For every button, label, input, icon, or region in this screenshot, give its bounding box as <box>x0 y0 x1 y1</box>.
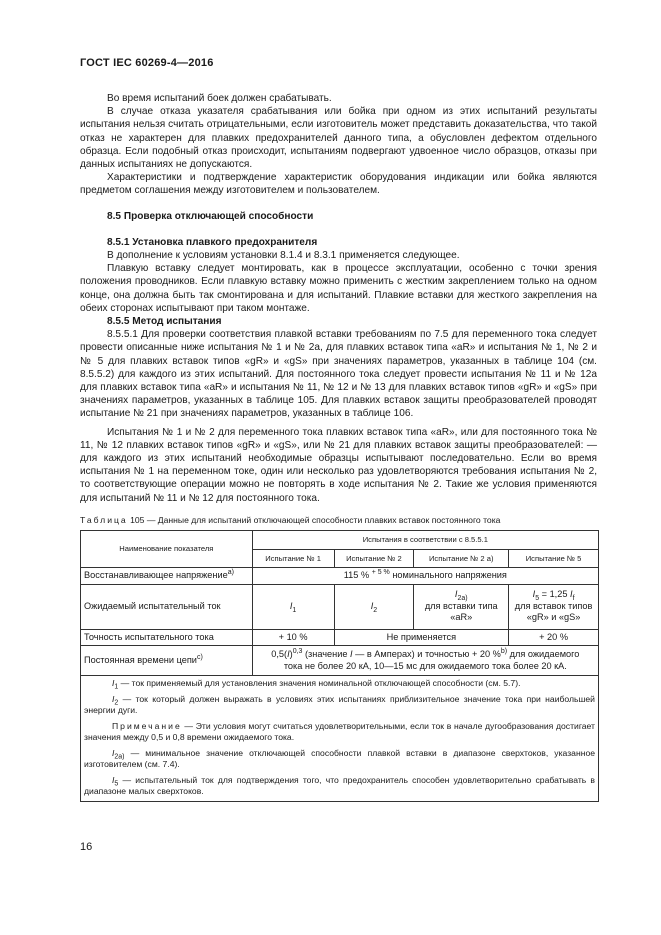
paragraph: Испытания № 1 и № 2 для переменного тока плавких вставок типа «aR», или для постоянного тока № 11, № 12 плавких вставок типов «gR» и «gS», или № 21 для плавких вставок защиты преобразователей: — для каждого из этих испытаний необходимые образцы испытывают последовательно. Если во время испытания № 1 на переменном токе, один или несколько раз удовлетворяются требования испытания № 2, то соответствующие операции можно не повторять в ходе испытания № 2. Такие же условия применяются для испытаний № 11 и № 12 для постоянного тока. <box>80 426 597 504</box>
paragraph: В дополнение к условиям установки 8.1.4 и 8.3.1 применяется следующее. <box>107 250 460 262</box>
header-parameter-name: Наименование показателя <box>81 531 253 568</box>
current-test-2: $I_2$ <box>334 584 414 629</box>
current-test-5: $I_5 = 1,25$ $I_f$ для вставок типов «gR» и «gS» <box>509 584 599 629</box>
table-notes-row <box>81 676 599 802</box>
accuracy-not-applicable: Не применяется <box>334 629 509 646</box>
current-test-1: $I_1$ <box>252 584 334 629</box>
note-i1: $I_1$ — ток применяемый для установления значения номинальной отключающей способности (см. 5.7). <box>112 678 521 691</box>
accuracy-test-5: + 20 % <box>509 629 599 646</box>
row-label-voltage: Восстанавливающее напряжение$^{a)}$ <box>81 568 253 585</box>
row-label-time-constant: Постоянная времени цепи$^{c)}$ <box>81 646 253 676</box>
test-data-table <box>80 530 599 802</box>
table-row <box>81 584 599 629</box>
table-row <box>81 646 599 676</box>
body-text <box>80 92 597 505</box>
header-tests-group: Испытания в соответствии с 8.5.5.1 <box>252 531 598 550</box>
header-test-2a: Испытание № 2 а) <box>414 549 509 568</box>
table-header-row <box>81 531 599 550</box>
table-caption-word: Таблица <box>80 515 128 525</box>
paragraph: В случае отказа указателя срабатывания или бойка при одном из этих испытаний результаты испытания нельзя считать отрицательными, если изготовитель может представить доказательства, что такой отказ не характерен для плавких предохранителей данного типа, а обусловлен дефектом отдельного образца. Если подобный отказ происходит, испытаниям подвергают удвоенное число образцов, отказы при данных испытаниях не допускаются. <box>80 106 597 171</box>
page-number: 16 <box>80 841 93 853</box>
row-label-current: Ожидаемый испытательный ток <box>81 584 253 629</box>
voltage-value: 115 % $^{+ 5 \%}$ номинального напряжения <box>252 568 598 585</box>
note-remark: Примечание — Эти условия могут считаться удовлетворительными, если ток в начале дугообразования достигает значения между 0,5 и 0,8 времени ожидаемого тока. <box>84 721 595 742</box>
section-heading-8-5-5: 8.5.5 Метод испытания <box>107 316 222 328</box>
current-test-2a: $I_{2a)}$ для вставки типа «aR» <box>414 584 509 629</box>
table-row <box>81 568 599 585</box>
header-test-1: Испытание № 1 <box>252 549 334 568</box>
header-test-2: Испытание № 2 <box>334 549 414 568</box>
accuracy-test-1: + 10 % <box>252 629 334 646</box>
paragraph: Характеристики и подтверждение характеристик оборудования индикации или бойка являются предметом соглашения между изготовителем и пользователем. <box>80 172 597 197</box>
table-caption <box>80 515 500 525</box>
header-test-5: Испытание № 5 <box>509 549 599 568</box>
document-header: ГОСТ IEC 60269-4—2016 <box>80 57 214 69</box>
time-constant-value: $0,5(I)^{0,3}$ (значение I — в Амперах) и точностью + 20 %$^{b)}$ для ожидаемого тока не более 20 кА, 10—15 мс для ожидаемого тока более 20 кА. <box>252 646 598 676</box>
section-heading-8-5-1: 8.5.1 Установка плавкого предохранителя <box>107 236 318 248</box>
note-i2: $I_2$ — ток который должен выражать в условиях этих испытаниях приблизительное значение тока при наибольшей энергии дуги. <box>84 694 595 715</box>
paragraph: 8.5.5.1 Для проверки соответствия плавкой вставки требованиям по 7.5 для переменного тока следует провести описанные ниже испытания № 1 и № 2а, для плавких вставок типа «aR» и испытания № 1, № 2 и № 5 для плавких вставок типов «gR» и «gS» при значениях параметров, указанных в таблице 104 (см. 8.5.5.2) для каждого из этих испытаний. Для постоянного тока следует провести испытания № 11 и № 12а для плавких вставок типа «aR» и испытания № 11, № 12 и № 13 для плавких вставок типов «gR» и «gS» при значениях параметров, указанных в таблице 105. Для плавких вставок защиты преобразователей проводят испытание № 21 при значениях параметров, указанных в таблице 106. <box>80 329 597 420</box>
paragraph: Во время испытаний боек должен срабатывать. <box>107 93 332 104</box>
paragraph: Плавкую вставку следует монтировать, как в процессе эксплуатации, особенно с точки зрения положения проводников. Если плавкую вставку можно применить с жестким закреплением только на одном конце, она должна быть так смонтирована и для испытаний. Плавкие вставки для жесткого закрепления на обеих сторонах испытывают при таком монтаже. <box>80 263 597 314</box>
section-heading-8-5: 8.5 Проверка отключающей способности <box>107 210 314 222</box>
note-i2a: $I_{2a)}$ — минимальное значение отключающей способности плавкой вставки в диапазоне сверхтоков, указанное изготовителем (см. 7.4). <box>84 748 595 769</box>
note-i5: $I_5$ — испытательный ток для подтверждения того, что предохранитель способен удовлетворительно срабатывать в диапазоне малых сверхтоков. <box>84 775 595 796</box>
table-notes <box>81 676 599 802</box>
row-label-accuracy: Точность испытательного тока <box>81 629 253 646</box>
table-row <box>81 629 599 646</box>
table-caption-text: 105 — Данные для испытаний отключающей способности плавких вставок постоянного тока <box>130 515 501 525</box>
